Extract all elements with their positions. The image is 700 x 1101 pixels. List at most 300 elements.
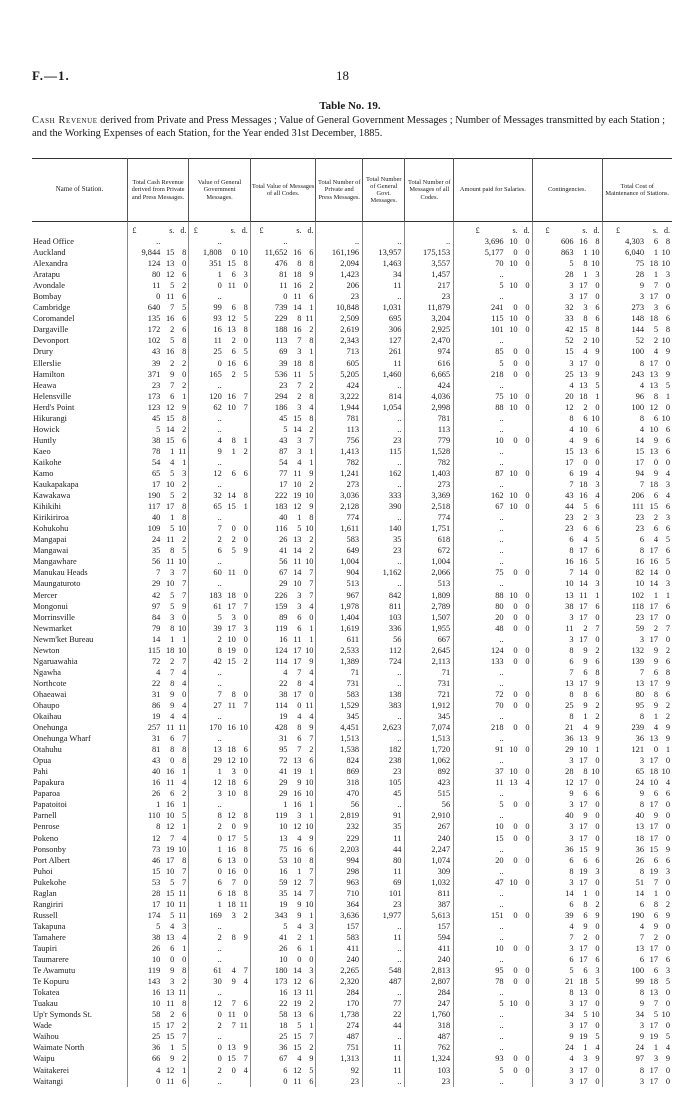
- govt-value-pounds: 0: [217, 1054, 222, 1064]
- maintenance-cost-pounds: 14: [635, 888, 644, 898]
- govt-value-pounds: 9: [217, 446, 222, 456]
- maintenance-cost-pence: 0: [665, 281, 670, 291]
- govt-messages: 695: [363, 313, 405, 324]
- table-row: [32, 601, 672, 612]
- maintenance-cost-pence: 6: [665, 424, 670, 434]
- maintenance-cost: [602, 656, 672, 667]
- maintenance-cost-shillings: 1: [653, 888, 658, 898]
- salaries-shillings: [504, 921, 518, 932]
- salaries-pence: [518, 446, 530, 457]
- salaries-pence: 0: [525, 833, 530, 843]
- maintenance-cost: [602, 943, 672, 954]
- govt-value-shillings: 0: [231, 1065, 236, 1075]
- total-value-pence: 9: [309, 468, 314, 478]
- salaries: [454, 899, 532, 910]
- salaries-pounds: 101: [491, 325, 504, 335]
- maintenance-cost-pounds: 3: [639, 1076, 644, 1086]
- govt-value-pence: 8: [243, 259, 248, 269]
- govt-value-pounds: 1: [217, 270, 222, 280]
- salaries: [454, 1031, 532, 1042]
- salaries-shillings: 10: [509, 491, 518, 501]
- govt-value: [189, 601, 250, 612]
- salaries-pounds: 78: [495, 977, 504, 987]
- salaries-shillings: [504, 755, 518, 766]
- cash-revenue-pounds: 35: [151, 546, 161, 556]
- salaries-pounds: ..: [499, 932, 504, 942]
- caption-text: derived from Private and Press Messages ; Value of General Government Messages ; Number of Messages transmitted by each Station ; and the Working Expenses of each Station, for the Year ended 31st December, 1885.: [32, 115, 666, 139]
- total-value: [250, 578, 316, 589]
- salaries: [454, 954, 532, 965]
- total-value-pence: 4: [309, 712, 314, 722]
- maintenance-cost-shillings: 19: [649, 1032, 658, 1042]
- salaries-pounds: ..: [499, 1032, 504, 1042]
- salaries-pounds: 80: [495, 601, 504, 611]
- salaries-shillings: 10: [509, 259, 518, 269]
- govt-value: [189, 435, 250, 446]
- contingencies-pence: 2: [595, 645, 600, 655]
- maintenance-cost: [602, 413, 672, 424]
- maintenance-cost-pence: 6: [665, 689, 670, 699]
- total-value-pence: 1: [309, 303, 314, 313]
- salaries-pence: 0: [525, 468, 530, 478]
- table-row: [32, 965, 672, 976]
- maintenance-cost: [602, 1065, 672, 1076]
- govt-value-pounds: ..: [217, 424, 222, 434]
- table-row: [32, 744, 672, 755]
- salaries-shillings: [504, 634, 518, 645]
- caption-lead: Cash Revenue: [32, 115, 98, 126]
- govt-value: [189, 965, 250, 976]
- salaries-pounds: 37: [495, 767, 504, 777]
- private-messages: 2,203: [316, 844, 363, 855]
- salaries-shillings: [504, 1042, 518, 1053]
- cash-revenue: [127, 976, 188, 987]
- govt-value: [189, 247, 250, 258]
- contingencies-pence: 0: [595, 822, 600, 832]
- maintenance-cost-pounds: 9: [639, 1032, 644, 1042]
- total-value-pence: 8: [309, 391, 314, 401]
- salaries-pounds: 133: [491, 656, 504, 666]
- govt-value-pence: [236, 413, 248, 424]
- maintenance-cost-pence: 6: [665, 502, 670, 512]
- all-messages: 273: [405, 479, 454, 490]
- total-value-shillings: 11: [293, 634, 302, 644]
- cash-revenue-pence: 1: [182, 457, 187, 467]
- table-row: [32, 634, 672, 645]
- station-name: Opua: [33, 756, 52, 766]
- cash-revenue-pence: 10: [177, 557, 187, 567]
- govt-messages: 45: [363, 788, 405, 799]
- govt-value-pounds: 165: [209, 369, 222, 379]
- govt-value: [189, 987, 250, 998]
- document-code: F.—1.: [32, 68, 70, 83]
- total-value-shillings: 6: [297, 612, 302, 622]
- govt-value-shillings: 8: [231, 932, 236, 942]
- contingencies-pounds: 8: [569, 988, 574, 998]
- station-name: Ngaruawahia: [33, 656, 78, 666]
- maintenance-cost-shillings: 17: [649, 955, 658, 965]
- cash-revenue-shillings: 1: [170, 1043, 175, 1053]
- all-messages: 1,809: [405, 590, 454, 601]
- private-messages: 904: [316, 567, 363, 578]
- govt-value-pence: 10: [239, 756, 248, 766]
- total-value-pounds: 113: [275, 336, 288, 346]
- station-name: Helensville: [33, 391, 72, 401]
- revenue-table: [32, 158, 672, 1087]
- all-messages: 782: [405, 457, 454, 468]
- maintenance-cost-pence: 9: [665, 369, 670, 379]
- maintenance-cost-shillings: 18: [649, 767, 658, 777]
- station-name: Devonport: [33, 336, 69, 346]
- govt-value: [189, 380, 250, 391]
- cash-revenue-pounds: 43: [151, 756, 161, 766]
- all-messages: 1,403: [405, 468, 454, 479]
- salaries-shillings: [504, 424, 518, 435]
- table-row: [32, 468, 672, 479]
- total-value: [250, 844, 316, 855]
- govt-messages: 35: [363, 821, 405, 832]
- table-row: [32, 733, 672, 744]
- private-messages: 513: [316, 578, 363, 589]
- cash-revenue-shillings: 5: [170, 491, 175, 501]
- cash-revenue: [127, 899, 188, 910]
- cash-revenue-shillings: 1: [170, 513, 175, 523]
- salaries-pence: 0: [525, 767, 530, 777]
- salaries-pounds: ..: [499, 789, 504, 799]
- cash-revenue: [127, 855, 188, 866]
- all-messages: 811: [405, 888, 454, 899]
- cash-revenue-pence: 7: [182, 866, 187, 876]
- contingencies: [532, 744, 602, 755]
- cash-revenue: [127, 844, 188, 855]
- total-value-pounds: 11: [279, 281, 288, 291]
- govt-value: [189, 689, 250, 700]
- contingencies-pence: 10: [591, 767, 600, 777]
- contingencies: [532, 424, 602, 435]
- station-name: Morrinsville: [33, 612, 75, 622]
- govt-value: [189, 766, 250, 777]
- total-value-pounds: 17: [279, 480, 288, 490]
- maintenance-cost-pence: 0: [665, 634, 670, 644]
- total-value-shillings: 19: [293, 999, 302, 1009]
- contingencies-pounds: 6: [569, 855, 574, 865]
- contingencies: [532, 457, 602, 468]
- maintenance-cost: [602, 501, 672, 512]
- maintenance-cost: [602, 921, 672, 932]
- all-messages: 513: [405, 578, 454, 589]
- govt-value-shillings: 5: [231, 546, 236, 556]
- total-value-pence: 7: [309, 1032, 314, 1042]
- salaries-pounds: 115: [491, 314, 504, 324]
- govt-messages: 23: [363, 435, 405, 446]
- govt-value: [189, 291, 250, 302]
- table-row: [32, 799, 672, 810]
- salaries-pence: [518, 1009, 530, 1020]
- maintenance-cost: [602, 545, 672, 556]
- contingencies-pounds: 9: [569, 1032, 574, 1042]
- all-messages: 2,645: [405, 645, 454, 656]
- unit-label: s.: [582, 225, 588, 235]
- total-value-pounds: 183: [274, 502, 288, 512]
- table-row: [32, 821, 672, 832]
- total-value-pence: 8: [309, 358, 314, 368]
- contingencies-shillings: 9: [583, 645, 588, 655]
- total-value-shillings: 1: [297, 866, 302, 876]
- cash-revenue-pounds: 123: [147, 402, 161, 412]
- contingencies-shillings: 6: [583, 413, 588, 423]
- total-value: [250, 866, 316, 877]
- maintenance-cost: [602, 468, 672, 479]
- total-value-pounds: 186: [274, 402, 288, 412]
- salaries-pence: [518, 755, 530, 766]
- total-value-pounds: 159: [274, 601, 288, 611]
- total-value-pounds: 16: [279, 988, 288, 998]
- govt-value: [189, 667, 250, 678]
- govt-messages: 56: [363, 634, 405, 645]
- contingencies-pence: 10: [591, 259, 600, 269]
- private-messages: 284: [316, 987, 363, 998]
- total-value-pence: 3: [309, 966, 314, 976]
- all-messages: 2,518: [405, 501, 454, 512]
- maintenance-cost-shillings: 0: [653, 457, 658, 467]
- cash-revenue-shillings: 7: [170, 833, 175, 843]
- total-value-shillings: 14: [293, 303, 302, 313]
- cash-revenue: [127, 987, 188, 998]
- station-name: Pokeno: [33, 833, 59, 843]
- govt-value-shillings: 15: [227, 259, 236, 269]
- maintenance-cost: [602, 987, 672, 998]
- contingencies-shillings: 18: [579, 977, 588, 987]
- maintenance-cost-shillings: 9: [653, 921, 658, 931]
- total-value-pounds: 124: [274, 645, 288, 655]
- cash-revenue-pence: 0: [182, 955, 187, 965]
- maintenance-cost: [602, 932, 672, 943]
- govt-value-shillings: 15: [227, 1054, 236, 1064]
- contingencies-pounds: 7: [569, 932, 574, 942]
- cash-revenue: [127, 667, 188, 678]
- salaries-pence: 0: [525, 656, 530, 666]
- govt-messages: ..: [363, 291, 405, 302]
- cash-revenue-shillings: 15: [165, 435, 175, 445]
- cash-revenue-shillings: 16: [165, 767, 175, 777]
- cash-revenue-shillings: 16: [165, 800, 175, 810]
- salaries-pounds: 124: [491, 645, 504, 655]
- govt-value-pounds: 2: [217, 535, 222, 545]
- cash-revenue-pence: 7: [182, 579, 187, 589]
- govt-messages: 548: [363, 965, 405, 976]
- maintenance-cost-shillings: 5: [653, 325, 658, 335]
- contingencies: [532, 324, 602, 335]
- govt-value-shillings: 1: [231, 446, 236, 456]
- cash-revenue: [127, 435, 188, 446]
- total-value-shillings: 0: [297, 955, 302, 965]
- cash-revenue-pence: 4: [182, 712, 187, 722]
- govt-value-shillings: 6: [231, 270, 236, 280]
- cash-revenue-pence: 8: [182, 999, 187, 1009]
- maintenance-cost: [602, 910, 672, 921]
- govt-messages: 261: [363, 346, 405, 357]
- contingencies-shillings: 2: [583, 402, 588, 412]
- contingencies-pence: 3: [595, 866, 600, 876]
- govt-messages: 336: [363, 623, 405, 634]
- maintenance-cost-pence: 0: [665, 1076, 670, 1086]
- salaries-shillings: 0: [513, 248, 518, 258]
- cash-revenue-pence: 1: [182, 944, 187, 953]
- contingencies-pounds: 20: [565, 391, 574, 401]
- unit-label: s.: [652, 225, 658, 235]
- all-messages: 3,204: [405, 313, 454, 324]
- maintenance-cost-pence: 9: [665, 844, 670, 854]
- total-value: [250, 1042, 316, 1053]
- unit-label: s.: [230, 225, 236, 235]
- govt-value-pence: 6: [243, 778, 248, 788]
- maintenance-cost-pence: 6: [665, 855, 670, 865]
- contingencies-pence: 9: [595, 910, 600, 920]
- salaries: [454, 280, 532, 291]
- govt-value-shillings: 9: [231, 977, 236, 987]
- salaries-pence: [518, 413, 530, 424]
- govt-value-pence: 0: [243, 767, 248, 777]
- total-value-pounds: 13: [279, 833, 288, 843]
- salaries: [454, 700, 532, 711]
- contingencies: [532, 380, 602, 391]
- govt-value-shillings: 10: [227, 402, 236, 412]
- govt-value-shillings: [222, 1076, 236, 1087]
- salaries-pounds: 151: [491, 910, 504, 920]
- total-value: [250, 711, 316, 722]
- govt-messages: 23: [363, 899, 405, 910]
- govt-messages: 91: [363, 810, 405, 821]
- salaries-pence: [518, 711, 530, 722]
- maintenance-cost: [602, 424, 672, 435]
- total-value: [250, 556, 316, 567]
- salaries: [454, 965, 532, 976]
- cash-revenue-shillings: 7: [170, 667, 175, 677]
- cash-revenue-shillings: 15: [165, 413, 175, 423]
- cash-revenue-shillings: 5: [170, 877, 175, 887]
- maintenance-cost-shillings: 18: [649, 259, 658, 269]
- all-messages: 175,153: [405, 247, 454, 258]
- cash-revenue: [127, 578, 188, 589]
- salaries-shillings: 0: [513, 358, 518, 368]
- total-value-pence: 4: [309, 667, 314, 677]
- contingencies: [532, 810, 602, 821]
- maintenance-cost-shillings: 4: [653, 347, 658, 357]
- cash-revenue: [127, 965, 188, 976]
- cash-revenue-pence: 3: [182, 468, 187, 478]
- salaries-pounds: ..: [499, 1076, 504, 1086]
- govt-value-pence: 10: [239, 723, 248, 733]
- salaries: [454, 833, 532, 844]
- cash-revenue-pounds: 15: [151, 1021, 161, 1031]
- maintenance-cost: [602, 324, 672, 335]
- total-value: [250, 821, 316, 832]
- contingencies-shillings: 17: [579, 281, 588, 291]
- cash-revenue-pence: 1: [182, 391, 187, 401]
- total-value-pence: 7: [309, 579, 314, 589]
- contingencies: [532, 578, 602, 589]
- contingencies: [532, 612, 602, 623]
- contingencies-shillings: 13: [579, 380, 588, 390]
- private-messages: 1,404: [316, 612, 363, 623]
- total-value-pounds: 16: [279, 866, 288, 876]
- total-value-pence: 10: [305, 557, 314, 567]
- salaries-shillings: [504, 556, 518, 567]
- govt-value-pounds: 351: [209, 259, 222, 269]
- total-value-pence: 7: [309, 568, 314, 578]
- maintenance-cost-pence: 10: [661, 767, 670, 777]
- private-messages: 3,222: [316, 391, 363, 402]
- contingencies: [532, 523, 602, 534]
- cash-revenue-pounds: 110: [148, 811, 161, 821]
- contingencies-pounds: 8: [569, 413, 574, 423]
- maintenance-cost-pounds: 3: [639, 756, 644, 766]
- salaries-shillings: 10: [509, 999, 518, 1009]
- cash-revenue-pence: 2: [182, 281, 187, 291]
- total-value: [250, 1031, 316, 1042]
- govt-value-pence: 0: [243, 590, 248, 600]
- station-name: Te Awamutu: [33, 966, 76, 976]
- maintenance-cost: [602, 247, 672, 258]
- total-value-shillings: 16: [293, 325, 302, 335]
- col-header: Value of General Government Messages.: [189, 159, 250, 222]
- contingencies-pounds: 32: [565, 303, 574, 313]
- cash-revenue-pounds: 14: [151, 634, 161, 644]
- salaries: [454, 457, 532, 468]
- contingencies-pence: 6: [595, 789, 600, 799]
- contingencies: [532, 788, 602, 799]
- cash-revenue-pence: [174, 236, 186, 247]
- cash-revenue-pounds: 5: [156, 921, 161, 931]
- table-row: [32, 844, 672, 855]
- salaries-pence: [518, 457, 530, 468]
- total-value: [250, 534, 316, 545]
- cash-revenue-pounds: 10: [151, 955, 161, 965]
- maintenance-cost-pounds: 14: [635, 435, 644, 445]
- maintenance-cost-pence: 9: [665, 910, 670, 920]
- station-name: Drury: [33, 347, 54, 357]
- govt-value-shillings: 7: [231, 999, 236, 1009]
- contingencies-pence: 6: [595, 435, 600, 445]
- salaries-pence: 0: [525, 502, 530, 512]
- maintenance-cost-shillings: 17: [649, 678, 658, 688]
- total-value-shillings: 11: [293, 557, 302, 567]
- govt-value-shillings: 16: [227, 358, 236, 368]
- contingencies: [532, 899, 602, 910]
- contingencies-pounds: 3: [569, 756, 574, 766]
- govt-value-pounds: 6: [217, 877, 222, 887]
- govt-value-pence: 0: [243, 689, 248, 699]
- private-messages: 206: [316, 280, 363, 291]
- total-value-shillings: 13: [293, 756, 302, 766]
- salaries-shillings: 0: [513, 700, 518, 710]
- maintenance-cost: [602, 590, 672, 601]
- salaries-pounds: 5,177: [484, 248, 504, 258]
- maintenance-cost-shillings: 6: [653, 237, 658, 246]
- total-value-pence: 2: [309, 535, 314, 545]
- contingencies-pounds: 39: [565, 910, 574, 920]
- all-messages: 2,910: [405, 810, 454, 821]
- govt-messages: ..: [363, 236, 405, 247]
- all-messages: 774: [405, 512, 454, 523]
- total-value-pence: [301, 236, 313, 247]
- govt-value-shillings: [222, 678, 236, 689]
- cash-revenue: [127, 645, 188, 656]
- govt-value-pounds: 2: [217, 1065, 222, 1075]
- maintenance-cost-pence: 7: [665, 623, 670, 633]
- salaries-pence: 0: [525, 1054, 530, 1064]
- contingencies-pence: 6: [595, 855, 600, 865]
